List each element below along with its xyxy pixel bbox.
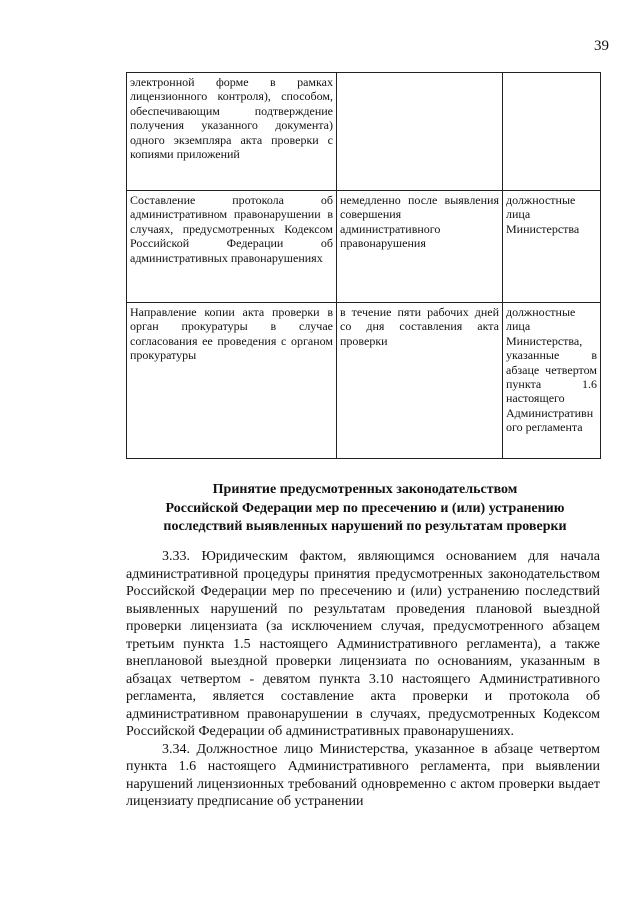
table-row: [127, 191, 601, 303]
table-cell-deadline: в течение пяти рабочих дней со дня составления акта проверки: [337, 303, 503, 459]
section-heading: [128, 481, 602, 537]
table-cell-responsible: должностные лица Министерства, указанные в абзаце четвертом пункта 1.6 настоящего Административного регламента: [503, 303, 601, 459]
page-number: 39: [594, 38, 609, 54]
table-row: [127, 73, 601, 191]
table-cell-action: Составление протокола об административном правонарушении в случаях, предусмотренных Кодексом Российской Федерации об административных правонарушениях: [127, 191, 337, 303]
table-row: [127, 303, 601, 459]
table-cell-action: электронной форме в рамках лицензионного контроля), способом, обеспечивающим подтверждение получения указанного документа) одного экземпляра акта проверки с копиями приложений: [127, 73, 337, 191]
section-heading-line: последствий выявленных нарушений по результатам проверки: [163, 519, 567, 534]
body-text: [126, 548, 600, 811]
paragraph-3-34: 3.34. Должностное лицо Министерства, указанное в абзаце четвертом пункта 1.6 настоящего Административного регламента, при выявлении нарушений лицензионных требований одновременно с актом проверки выдает лицензиату предписание об устранении: [126, 741, 600, 809]
procedure-table: [126, 72, 601, 459]
table-cell-action: Направление копии акта проверки в орган прокуратуры в случае согласования ее проведения с органом прокуратуры: [127, 303, 337, 459]
table-cell-deadline: [337, 73, 503, 191]
table-cell-responsible: должностные лица Министерства: [503, 191, 601, 303]
table-cell-deadline: немедленно после выявления совершения административного правонарушения: [337, 191, 503, 303]
paragraph-3-33: 3.33. Юридическим фактом, являющимся основанием для начала административной процедуры принятия предусмотренных законодательством Российской Федерации мер по пресечению и (или) устранению последствий выявленных нарушений по результатам проведения плановой выездной проверки лицензиата (за исключением случая, предусмотренного абзацем третьим пункта 1.5 настоящего Административного регламента), а также внеплановой выездной проверки лицензиата по основаниям, указанным в абзацах четвертом - девятом пункта 3.10 настоящего Административного регламента, является составление акта проверки и протокола об административном правонарушении в случаях, предусмотренных Кодексом Российской Федерации об административных правонарушениях.: [126, 549, 600, 739]
table-cell-responsible: [503, 73, 601, 191]
section-heading-line: Российской Федерации мер по пресечению и (или) устранению: [165, 500, 565, 516]
section-heading-line: Принятие предусмотренных законодательством: [212, 482, 518, 497]
